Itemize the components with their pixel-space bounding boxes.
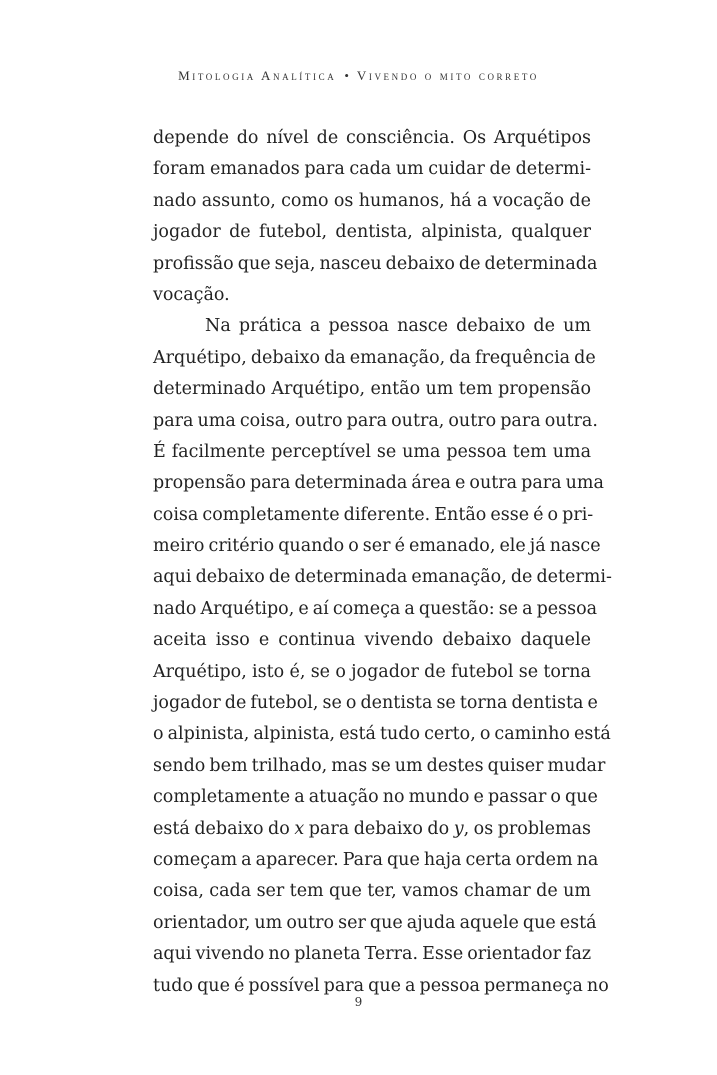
variable-x: x bbox=[294, 818, 305, 839]
text-line: para uma coisa, outro para outra, outro para outra. bbox=[153, 410, 598, 431]
text-line: Arquétipo, isto é, se o jogador de futebol se torna bbox=[153, 661, 591, 682]
text-segment: para debaixo do bbox=[304, 818, 454, 839]
text-line: depende do nível de consciência. Os Arquétipos bbox=[153, 128, 591, 148]
text-line: tudo que é possível para que a pessoa permaneça no bbox=[153, 975, 609, 996]
page-number: 9 bbox=[354, 995, 363, 1009]
text-line: coisa completamente diferente. Então esse é o pri- bbox=[153, 504, 594, 525]
text-line-with-variables bbox=[153, 814, 591, 845]
text-line: meiro critério quando o ser é emanado, ele já nasce bbox=[153, 536, 601, 557]
text-line: profissão que seja, nasceu debaixo de determinada bbox=[153, 253, 598, 274]
text-line: determinado Arquétipo, então um tem propensão bbox=[153, 379, 591, 400]
text-line: orientador, um outro ser que ajuda aquele que está bbox=[153, 912, 597, 933]
running-head-separator: • bbox=[344, 68, 349, 83]
variable-y: y bbox=[453, 818, 464, 839]
text-line: sendo bem trilhado, mas se um destes quiser mudar bbox=[153, 755, 606, 776]
text-line: aceita isso e continua vivendo debaixo daquele bbox=[153, 630, 591, 651]
text-line: começam a aparecer. Para que haja certa ordem na bbox=[153, 849, 599, 870]
text-line: o alpinista, alpinista, está tudo certo, o caminho está bbox=[153, 724, 611, 745]
text-line: aqui vivendo no planeta Terra. Esse orientador faz bbox=[153, 944, 592, 965]
text-segment: , os problemas bbox=[463, 818, 591, 839]
text-line: foram emanados para cada um cuidar de determi- bbox=[153, 159, 591, 180]
text-line: nado Arquétipo, e aí começa a questão: se a pessoa bbox=[153, 598, 598, 619]
text-segment: está debaixo do bbox=[153, 818, 295, 839]
text-line: Na prática a pessoa nasce debaixo de um bbox=[205, 316, 591, 337]
text-line: Arquétipo, debaixo da emanação, da frequência de bbox=[153, 347, 596, 368]
text-line: aqui debaixo de determinada emanação, de determi- bbox=[153, 567, 612, 588]
running-head bbox=[0, 68, 717, 84]
body-text bbox=[153, 123, 612, 1002]
text-line: jogador de futebol, dentista, alpinista, qualquer bbox=[153, 222, 591, 243]
text-line: completamente a atuação no mundo e passar o que bbox=[153, 787, 598, 808]
text-line: vocação. bbox=[153, 284, 230, 305]
running-head-book-title: Mitologia Analítica bbox=[178, 68, 337, 83]
text-line: coisa, cada ser tem que ter, vamos chamar de um bbox=[153, 881, 591, 902]
running-head-chapter-title: Vivendo o mito correto bbox=[356, 68, 539, 83]
text-line: É facilmente perceptível se uma pessoa tem uma bbox=[153, 441, 591, 462]
text-line: nado assunto, como os humanos, há a vocação de bbox=[153, 190, 591, 211]
text-line: propensão para determinada área e outra para uma bbox=[153, 473, 604, 494]
text-line: jogador de futebol, se o dentista se torna dentista e bbox=[153, 693, 598, 714]
